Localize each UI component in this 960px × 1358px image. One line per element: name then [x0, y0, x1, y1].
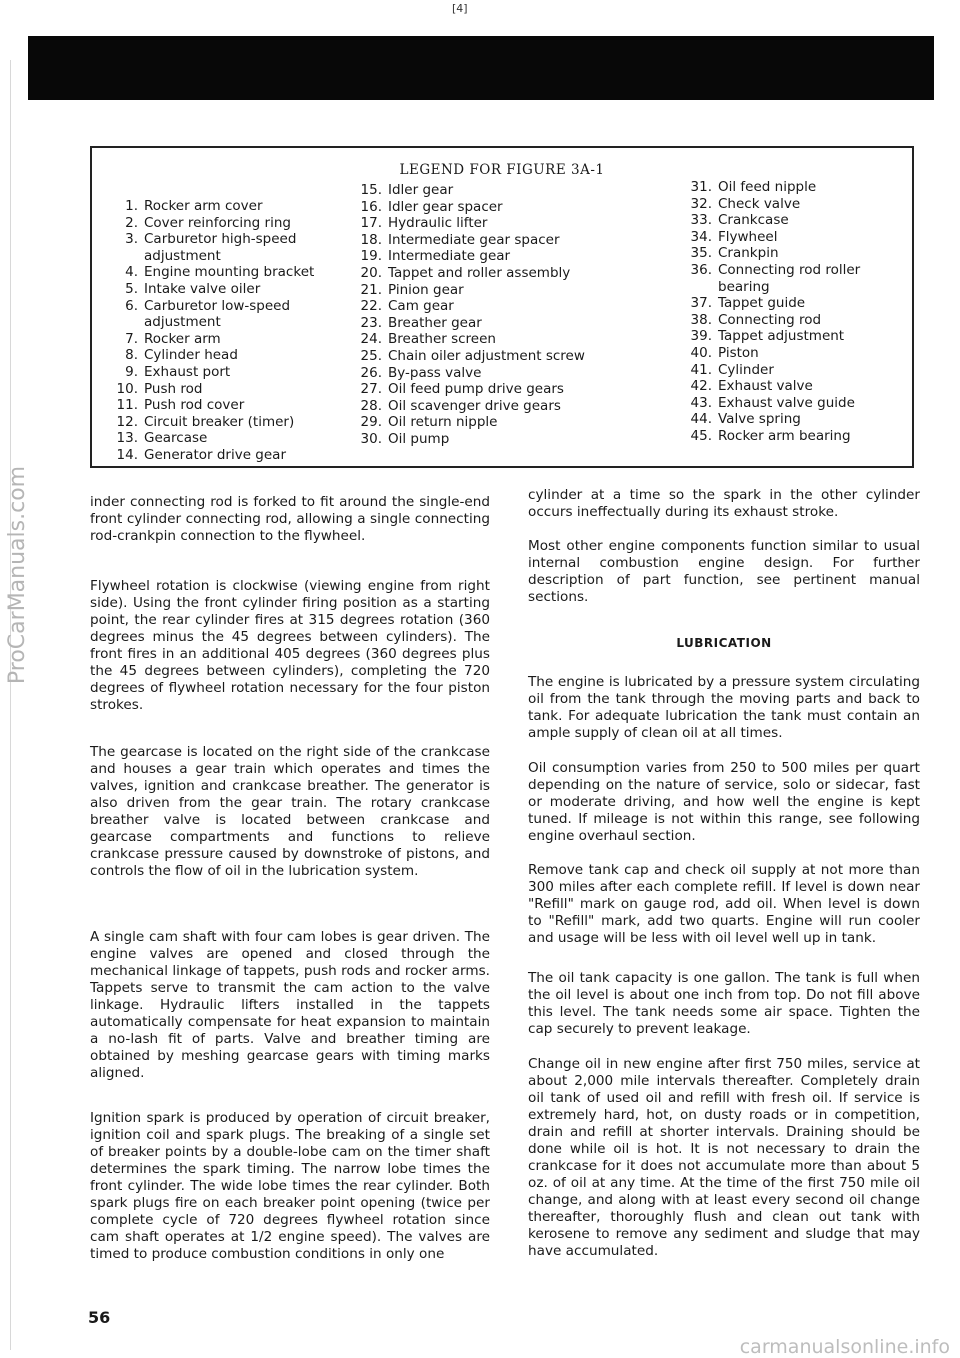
legend-item [348, 315, 638, 332]
paragraph: The oil tank capacity is one gallon. The tank is full when the oil level is about one inch from top. Do not fill above this level. The tank needs some air space. Tighten the cap securely to prevent leakage. [528, 970, 920, 1037]
legend-item [678, 345, 908, 362]
legend-box [90, 146, 914, 468]
legend-item-label: Cylinder head [144, 347, 238, 364]
legend-item-number: 26. [360, 364, 382, 381]
legend-item-label: Idler gear spacer [388, 198, 503, 215]
legend-item [348, 265, 638, 282]
legend-item-label: Idler gear [388, 182, 454, 198]
paragraph: Most other engine components function similar to usual internal combustion engine design. For further description of part function, see pertinent manual sections. [528, 538, 920, 605]
legend-item-label: Gearcase [144, 430, 208, 447]
legend-item [104, 281, 354, 298]
legend-item-number: 24. [360, 331, 382, 348]
legend-item-number: 42. [690, 378, 712, 395]
paragraph: A single cam shaft with four cam lobes is gear driven. The engine valves are opened and closed through the mechanical linkage of tappets, push rods and rocker arms. Tappets serve to transmit the cam action to the valve linkage. Hydraulic lifters installed in the tappets automatically compensate for heat expansion to maintain a no-lash fit of parts. Valve and breather timing are obtained by meshing gearcase gears with timing marks aligned. [90, 929, 490, 1081]
legend-item-number: 11. [116, 397, 138, 414]
legend-item [104, 198, 354, 215]
legend-item [678, 179, 908, 196]
legend-item [348, 381, 638, 398]
legend-item [348, 431, 638, 448]
legend-item-number: 30. [360, 430, 382, 447]
legend-column-2 [348, 182, 638, 448]
legend-item-label: Carburetor high-speed [144, 231, 297, 248]
legend-item-number: 36. [690, 261, 712, 278]
legend-item-label: Crankcase [718, 212, 789, 229]
legend-item-label: Piston [718, 344, 759, 361]
paragraph: Flywheel rotation is clockwise (viewing engine from right side). Using the front cylinder firing position as a starting point, the rear cylinder fires at 315 degrees rotation (360 degrees minus the 45 degrees between cylinders). The front fires in an additional 405 degrees (360 degrees plus the 45 degrees between cylinders), completing the 720 degrees of flywheel rotation necessary for the four piston strokes. [90, 578, 490, 713]
legend-item-number: 31. [690, 179, 712, 195]
legend-item [348, 182, 638, 199]
legend-item-number: 4. [125, 264, 138, 281]
legend-item [104, 381, 354, 398]
legend-item-label: Intake valve oiler [144, 280, 261, 297]
header-band [28, 36, 934, 100]
legend-item-number: 29. [360, 414, 382, 431]
legend-item-number: 2. [125, 214, 138, 231]
page-number: 56 [88, 1308, 111, 1327]
legend-item-label: Exhaust port [144, 363, 231, 380]
legend-item [678, 212, 908, 229]
legend-item-label: Tappet guide [718, 295, 806, 312]
legend-item [678, 196, 908, 213]
legend-item-continuation: adjustment [144, 247, 221, 264]
legend-item-number: 21. [360, 281, 382, 298]
legend-item-number: 23. [360, 314, 382, 331]
legend-item [678, 378, 908, 395]
legend-column-3 [678, 179, 908, 445]
legend-item [104, 447, 354, 464]
paragraph: The gearcase is located on the right side of the crankcase and houses a gear train which operates and times the valves, ignition and crankcase breather. The generator is also driven from the gear train. The rotary crankcase breather valve is located between crankcase and gearcase compartments and functions to relieve crankcase pressure caused by downstroke of pistons, and controls the flow of oil in the lubrication system. [90, 744, 490, 879]
paragraph: Ignition spark is produced by operation of circuit breaker, ignition coil and spark plugs. The breaking of a single set of breaker points by a double-lobe cam on the timer shaft determines the spark timing. The narrow lobe times the front cylinder. The wide lobe times the rear cylinder. Both spark plugs fire on each breaker point opening (twice per complete cycle of 720 degrees flywheel rotation since cam shaft operates at 1/2 engine speed). The valves are timed to produce combustion conditions in only one [90, 1110, 490, 1262]
legend-item-label: Cam gear [388, 298, 454, 315]
paragraph: cylinder at a time so the spark in the other cylinder occurs ineffectually during its exhaust stroke. [528, 487, 920, 520]
legend-item [104, 430, 354, 447]
legend-item-number: 3. [125, 231, 138, 248]
legend-item-number: 12. [116, 413, 138, 430]
legend-item [104, 331, 354, 348]
legend-item-number: 16. [360, 198, 382, 215]
paragraph: The engine is lubricated by a pressure system circulating oil from the tank through the moving parts and back to tank. For adequate lubrication the tank must contain an ample supply of clean oil at all times. [528, 674, 920, 741]
legend-item-number: 17. [360, 215, 382, 232]
legend-item [348, 331, 638, 348]
legend-item [104, 347, 354, 364]
legend-item-label: Check valve [718, 195, 801, 212]
legend-item-number: 25. [360, 347, 382, 364]
legend-item [678, 362, 908, 379]
legend-item-number: 35. [690, 245, 712, 262]
paragraph: Change oil in new engine after first 750 miles, service at about 2,000 mile intervals thereafter. Completely drain oil tank of used oil and refill with fresh oil. If service is extremely hard, hot, on dusty roads or in competition, drain and refill at shorter intervals. Draining should be done while oil is hot. It is not necessary to drain the crankcase for it does not accumulate more than about 5 oz. of oil at any time. At the time of the first 750 mile oil change, and along with at least every second oil change thereafter, thoroughly flush and clean out tank with kerosene to remove any sediment and sludge that may have accumulated. [528, 1056, 920, 1259]
legend-item-number: 32. [690, 195, 712, 212]
legend-item-number: 41. [690, 361, 712, 378]
legend-item-number: 20. [360, 264, 382, 281]
legend-item-label: Intermediate gear [388, 248, 511, 265]
legend-item-number: 39. [690, 328, 712, 345]
legend-item-label: Oil scavenger drive gears [388, 397, 561, 414]
legend-item-number: 45. [690, 427, 712, 444]
legend-item [104, 364, 354, 381]
legend-item-label: Chain oiler adjustment screw [388, 347, 585, 364]
legend-item-label: Exhaust valve guide [718, 394, 855, 411]
legend-item-number: 38. [690, 311, 712, 328]
legend-item [348, 348, 638, 365]
legend-item [678, 328, 908, 345]
paragraph: Oil consumption varies from 250 to 500 miles per quart depending on the nature of service, solo or sidecar, fast or moderate driving, and how well the engine is kept tuned. If mileage is not within this range, see following engine overhaul section. [528, 760, 920, 844]
legend-item-continuation: bearing [718, 278, 770, 295]
legend-item [104, 231, 354, 248]
legend-item-label: Push rod [144, 380, 203, 397]
legend-item-number: 28. [360, 397, 382, 414]
legend-item-number: 19. [360, 248, 382, 265]
legend-item-number: 43. [690, 394, 712, 411]
legend-item-label: Breather gear [388, 314, 482, 331]
legend-item [104, 298, 354, 315]
legend-item [678, 295, 908, 312]
legend-item-number: 5. [125, 280, 138, 297]
legend-item-number: 33. [690, 212, 712, 229]
legend-item [348, 414, 638, 431]
side-watermark: ProCarManuals.com [5, 465, 30, 685]
paragraph: inder connecting rod is forked to fit around the single-end front cylinder connecting rod, allowing a single connecting rod-crankpin connection to the flywheel. [90, 494, 490, 544]
legend-item-number: 7. [125, 330, 138, 347]
legend-item-number: 27. [360, 381, 382, 398]
legend-item [104, 397, 354, 414]
legend-item-number: 8. [125, 347, 138, 364]
legend-item [678, 262, 908, 279]
legend-item-label: Breather screen [388, 331, 496, 348]
legend-item-number: 9. [125, 363, 138, 380]
legend-item-label: Tappet and roller assembly [388, 264, 571, 281]
legend-item-label: Oil return nipple [388, 414, 498, 431]
legend-item-label: Rocker arm [144, 330, 221, 347]
legend-item-number: 37. [690, 295, 712, 312]
legend-item [678, 428, 908, 445]
footer-watermark: carmanualsonline.info [739, 1336, 950, 1358]
legend-item-label: Pinion gear [388, 281, 464, 298]
legend-item-number: 18. [360, 231, 382, 248]
legend-column-1 [104, 198, 354, 464]
legend-item-label: Connecting rod [718, 311, 822, 328]
legend-item-number: 34. [690, 228, 712, 245]
legend-item-label: Circuit breaker (timer) [144, 413, 295, 430]
legend-item-label: Valve spring [718, 411, 801, 428]
legend-item-number: 40. [690, 344, 712, 361]
legend-item-label: Hydraulic lifter [388, 215, 488, 232]
legend-item-number: 1. [125, 198, 138, 214]
legend-item [678, 411, 908, 428]
legend-item-label: Carburetor low-speed [144, 297, 291, 314]
legend-item-label: Rocker arm bearing [718, 427, 851, 444]
legend-item-number: 14. [116, 446, 138, 463]
paragraph: Remove tank cap and check oil supply at not more than 300 miles after each complete refill. If level is down near "Refill" mark on gauge rod, add oil. When level is down to "Refill" mark, add two quarts. Engine will run cooler and usage will be less with oil level well up in tank. [528, 862, 920, 946]
legend-item [348, 199, 638, 216]
legend-item-label: Push rod cover [144, 397, 245, 414]
legend-item [348, 232, 638, 249]
legend-item-label: Generator drive gear [144, 446, 287, 463]
legend-item-continuation: adjustment [144, 314, 221, 331]
legend-item-label: Oil feed nipple [718, 179, 817, 195]
legend-item [348, 248, 638, 265]
legend-item [348, 365, 638, 382]
legend-item-label: Connecting rod roller [718, 261, 861, 278]
legend-item-label: Intermediate gear spacer [388, 231, 560, 248]
legend-title: LEGEND FOR FIGURE 3A-1 [399, 162, 605, 178]
legend-item-label: Oil pump [388, 430, 450, 447]
legend-item-label: By-pass valve [388, 364, 482, 381]
legend-item-label: Crankpin [718, 245, 779, 262]
legend-item-label: Flywheel [718, 228, 778, 245]
legend-item-number: 6. [125, 297, 138, 314]
legend-item [348, 282, 638, 299]
legend-item [348, 215, 638, 232]
legend-item-number: 22. [360, 298, 382, 315]
page-tag: [4] [452, 2, 468, 15]
legend-item-number: 10. [116, 380, 138, 397]
legend-item-number: 15. [360, 182, 382, 198]
legend-item [104, 264, 354, 281]
legend-item [678, 395, 908, 412]
legend-item-label: Oil feed pump drive gears [388, 381, 564, 398]
legend-item [678, 312, 908, 329]
legend-item [348, 398, 638, 415]
legend-item [104, 215, 354, 232]
legend-item-number: 44. [690, 411, 712, 428]
legend-item [678, 229, 908, 246]
legend-item [348, 298, 638, 315]
legend-item-label: Cylinder [718, 361, 774, 378]
legend-item-label: Tappet adjustment [718, 328, 845, 345]
legend-item-label: Rocker arm cover [144, 198, 263, 214]
legend-item [678, 245, 908, 262]
legend-item-label: Cover reinforcing ring [144, 214, 291, 231]
legend-item-label: Engine mounting bracket [144, 264, 315, 281]
section-title-lubrication: LUBRICATION [676, 636, 772, 650]
scan-edge-line [10, 60, 11, 1350]
legend-item-number: 13. [116, 430, 138, 447]
legend-item-label: Exhaust valve [718, 378, 813, 395]
legend-item [104, 414, 354, 431]
